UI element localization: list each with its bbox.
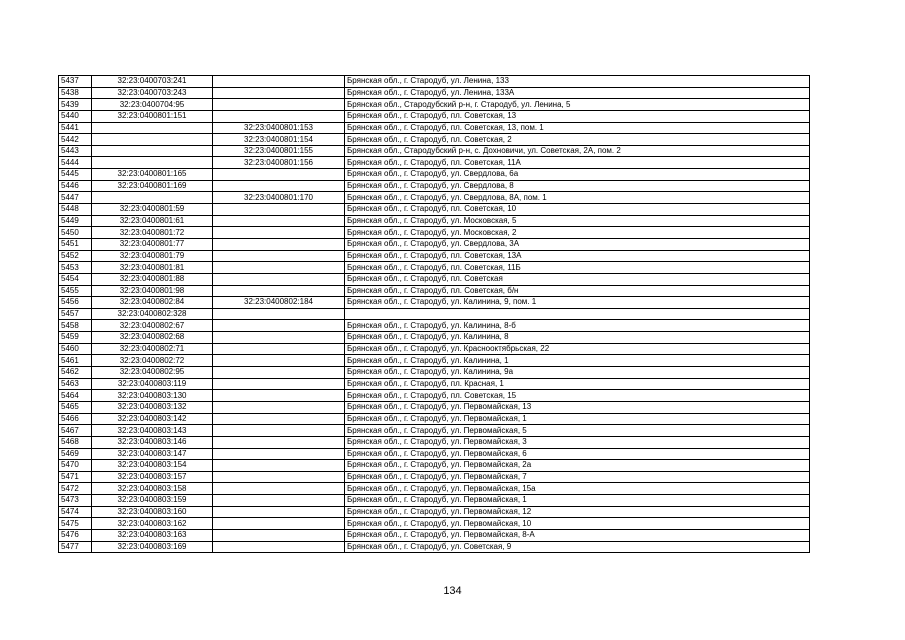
row-number-cell: 5465 [59, 401, 92, 413]
table-row [59, 250, 810, 262]
cadastral-number-cell: 32:23:0400801:169 [92, 180, 213, 192]
cadastral-number-cell: 32:23:0400802:67 [92, 320, 213, 332]
row-number-cell: 5454 [59, 273, 92, 285]
sub-cadastral-number-cell [213, 76, 345, 88]
row-number-cell: 5455 [59, 285, 92, 297]
row-number-cell: 5442 [59, 134, 92, 146]
cadastral-number-cell: 32:23:0400704:95 [92, 99, 213, 111]
row-number-cell: 5477 [59, 541, 92, 553]
table-row [59, 157, 810, 169]
sub-cadastral-number-cell [213, 413, 345, 425]
address-cell: Брянская обл., г. Стародуб, ул. Советская, 9 [345, 541, 810, 553]
sub-cadastral-number-cell [213, 367, 345, 379]
registry-table-body [59, 76, 810, 553]
row-number-cell: 5450 [59, 227, 92, 239]
cadastral-number-cell: 32:23:0400803:119 [92, 378, 213, 390]
address-cell: Брянская обл., г. Стародуб, ул. Калинина, 9, пом. 1 [345, 297, 810, 309]
sub-cadastral-number-cell [213, 355, 345, 367]
cadastral-number-cell: 32:23:0400802:95 [92, 367, 213, 379]
address-cell: Брянская обл., г. Стародуб, пл. Советская, 15 [345, 390, 810, 402]
sub-cadastral-number-cell [213, 483, 345, 495]
address-cell: Брянская обл., г. Стародуб, ул. Ленина, 133 [345, 76, 810, 88]
address-cell [345, 308, 810, 320]
row-number-cell: 5467 [59, 425, 92, 437]
table-row [59, 541, 810, 553]
address-cell: Брянская обл., г. Стародуб, пл. Советская, 11А [345, 157, 810, 169]
row-number-cell: 5462 [59, 367, 92, 379]
address-cell: Брянская обл., г. Стародуб, пл. Советская, 13А [345, 250, 810, 262]
sub-cadastral-number-cell [213, 332, 345, 344]
address-cell: Брянская обл., г. Стародуб, ул. Первомайская, 15а [345, 483, 810, 495]
table-row [59, 343, 810, 355]
table-row [59, 378, 810, 390]
table-row [59, 320, 810, 332]
cadastral-number-cell [92, 134, 213, 146]
sub-cadastral-number-cell [213, 180, 345, 192]
row-number-cell: 5468 [59, 436, 92, 448]
row-number-cell: 5448 [59, 204, 92, 216]
table-row [59, 448, 810, 460]
sub-cadastral-number-cell: 32:23:0400802:184 [213, 297, 345, 309]
sub-cadastral-number-cell [213, 320, 345, 332]
table-row [59, 401, 810, 413]
address-cell: Брянская обл., г. Стародуб, ул. Первомайская, 5 [345, 425, 810, 437]
table-row [59, 413, 810, 425]
row-number-cell: 5476 [59, 529, 92, 541]
cadastral-number-cell: 32:23:0400803:162 [92, 518, 213, 530]
row-number-cell: 5456 [59, 297, 92, 309]
sub-cadastral-number-cell [213, 110, 345, 122]
sub-cadastral-number-cell [213, 460, 345, 472]
address-cell: Брянская обл., г. Стародуб, ул. Первомайская, 12 [345, 506, 810, 518]
address-cell: Брянская обл., г. Стародуб, ул. Первомайская, 8-А [345, 529, 810, 541]
table-row [59, 273, 810, 285]
table-row [59, 192, 810, 204]
row-number-cell: 5472 [59, 483, 92, 495]
sub-cadastral-number-cell [213, 518, 345, 530]
cadastral-number-cell: 32:23:0400801:72 [92, 227, 213, 239]
address-cell: Брянская обл., г. Стародуб, ул. Калинина, 8 [345, 332, 810, 344]
cadastral-number-cell [92, 157, 213, 169]
table-row [59, 227, 810, 239]
row-number-cell: 5457 [59, 308, 92, 320]
sub-cadastral-number-cell [213, 390, 345, 402]
table-row [59, 390, 810, 402]
address-cell: Брянская обл., г. Стародуб, ул. Первомайская, 10 [345, 518, 810, 530]
cadastral-number-cell: 32:23:0400803:154 [92, 460, 213, 472]
table-row [59, 367, 810, 379]
table-row [59, 425, 810, 437]
table-row [59, 180, 810, 192]
sub-cadastral-number-cell [213, 343, 345, 355]
table-row [59, 215, 810, 227]
address-cell: Брянская обл., г. Стародуб, ул. Краснооктябрьская, 22 [345, 343, 810, 355]
cadastral-number-cell: 32:23:0400802:68 [92, 332, 213, 344]
sub-cadastral-number-cell [213, 262, 345, 274]
row-number-cell: 5458 [59, 320, 92, 332]
cadastral-number-cell [92, 145, 213, 157]
cadastral-number-cell: 32:23:0400802:71 [92, 343, 213, 355]
address-cell: Брянская обл., г. Стародуб, пл. Советская, 13 [345, 110, 810, 122]
cadastral-number-cell: 32:23:0400803:160 [92, 506, 213, 518]
table-row [59, 308, 810, 320]
cadastral-number-cell: 32:23:0400803:157 [92, 471, 213, 483]
address-cell: Брянская обл., г. Стародуб, ул. Первомайская, 3 [345, 436, 810, 448]
cadastral-number-cell: 32:23:0400803:163 [92, 529, 213, 541]
address-cell: Брянская обл., г. Стародуб, пл. Советская, 2 [345, 134, 810, 146]
sub-cadastral-number-cell [213, 308, 345, 320]
cadastral-number-cell: 32:23:0400703:241 [92, 76, 213, 88]
table-row [59, 285, 810, 297]
table-row [59, 332, 810, 344]
table-row [59, 99, 810, 111]
cadastral-number-cell: 32:23:0400801:151 [92, 110, 213, 122]
sub-cadastral-number-cell [213, 401, 345, 413]
address-cell: Брянская обл., г. Стародуб, пл. Красная, 1 [345, 378, 810, 390]
row-number-cell: 5437 [59, 76, 92, 88]
table-row [59, 262, 810, 274]
row-number-cell: 5444 [59, 157, 92, 169]
table-row [59, 76, 810, 88]
table-row [59, 355, 810, 367]
table-row [59, 529, 810, 541]
table-row [59, 238, 810, 250]
row-number-cell: 5452 [59, 250, 92, 262]
address-cell: Брянская обл., г. Стародуб, пл. Советская, 13, пом. 1 [345, 122, 810, 134]
row-number-cell: 5469 [59, 448, 92, 460]
sub-cadastral-number-cell [213, 529, 345, 541]
table-row [59, 134, 810, 146]
sub-cadastral-number-cell: 32:23:0400801:156 [213, 157, 345, 169]
cadastral-number-cell: 32:23:0400803:147 [92, 448, 213, 460]
cadastral-number-cell: 32:23:0400802:84 [92, 297, 213, 309]
cadastral-number-cell: 32:23:0400801:79 [92, 250, 213, 262]
sub-cadastral-number-cell [213, 436, 345, 448]
row-number-cell: 5473 [59, 495, 92, 507]
address-cell: Брянская обл., г. Стародуб, ул. Первомайская, 7 [345, 471, 810, 483]
table-row [59, 506, 810, 518]
sub-cadastral-number-cell [213, 541, 345, 553]
table-row [59, 460, 810, 472]
row-number-cell: 5441 [59, 122, 92, 134]
cadastral-number-cell: 32:23:0400802:328 [92, 308, 213, 320]
row-number-cell: 5475 [59, 518, 92, 530]
address-cell: Брянская обл., Стародубский р-н, г. Стародуб, ул. Ленина, 5 [345, 99, 810, 111]
cadastral-number-cell [92, 122, 213, 134]
address-cell: Брянская обл., г. Стародуб, ул. Калинина, 9а [345, 367, 810, 379]
row-number-cell: 5470 [59, 460, 92, 472]
table-row [59, 169, 810, 181]
row-number-cell: 5460 [59, 343, 92, 355]
table-row [59, 483, 810, 495]
cadastral-number-cell: 32:23:0400802:72 [92, 355, 213, 367]
row-number-cell: 5439 [59, 99, 92, 111]
table-row [59, 436, 810, 448]
sub-cadastral-number-cell [213, 448, 345, 460]
row-number-cell: 5445 [59, 169, 92, 181]
page-number: 134 [443, 585, 462, 597]
cadastral-number-cell: 32:23:0400803:130 [92, 390, 213, 402]
row-number-cell: 5451 [59, 238, 92, 250]
address-cell: Брянская обл., г. Стародуб, ул. Свердлова, 8 [345, 180, 810, 192]
address-cell: Брянская обл., г. Стародуб, пл. Советская, 10 [345, 204, 810, 216]
sub-cadastral-number-cell [213, 495, 345, 507]
row-number-cell: 5443 [59, 145, 92, 157]
row-number-cell: 5474 [59, 506, 92, 518]
address-cell: Брянская обл., г. Стародуб, ул. Калинина, 8-б [345, 320, 810, 332]
sub-cadastral-number-cell [213, 204, 345, 216]
row-number-cell: 5446 [59, 180, 92, 192]
cadastral-number-cell: 32:23:0400801:98 [92, 285, 213, 297]
table-row [59, 518, 810, 530]
sub-cadastral-number-cell [213, 227, 345, 239]
sub-cadastral-number-cell [213, 273, 345, 285]
sub-cadastral-number-cell [213, 285, 345, 297]
cadastral-number-cell: 32:23:0400801:81 [92, 262, 213, 274]
sub-cadastral-number-cell [213, 238, 345, 250]
address-cell: Брянская обл., г. Стародуб, ул. Первомайская, 1 [345, 413, 810, 425]
address-cell: Брянская обл., г. Стародуб, ул. Первомайская, 2а [345, 460, 810, 472]
address-cell: Брянская обл., г. Стародуб, ул. Первомайская, 13 [345, 401, 810, 413]
sub-cadastral-number-cell: 32:23:0400801:153 [213, 122, 345, 134]
row-number-cell: 5463 [59, 378, 92, 390]
sub-cadastral-number-cell: 32:23:0400801:170 [213, 192, 345, 204]
cadastral-number-cell: 32:23:0400803:158 [92, 483, 213, 495]
table-row [59, 122, 810, 134]
address-cell: Брянская обл., г. Стародуб, ул. Ленина, 133А [345, 87, 810, 99]
address-cell: Брянская обл., г. Стародуб, пл. Советская [345, 273, 810, 285]
table-row [59, 297, 810, 309]
row-number-cell: 5464 [59, 390, 92, 402]
cadastral-number-cell: 32:23:0400803:146 [92, 436, 213, 448]
address-cell: Брянская обл., г. Стародуб, пл. Советская, 11Б [345, 262, 810, 274]
sub-cadastral-number-cell: 32:23:0400801:155 [213, 145, 345, 157]
sub-cadastral-number-cell [213, 471, 345, 483]
sub-cadastral-number-cell [213, 425, 345, 437]
row-number-cell: 5447 [59, 192, 92, 204]
address-cell: Брянская обл., г. Стародуб, ул. Первомайская, 1 [345, 495, 810, 507]
cadastral-number-cell: 32:23:0400703:243 [92, 87, 213, 99]
sub-cadastral-number-cell [213, 215, 345, 227]
cadastral-number-cell: 32:23:0400801:61 [92, 215, 213, 227]
cadastral-number-cell: 32:23:0400801:88 [92, 273, 213, 285]
sub-cadastral-number-cell [213, 506, 345, 518]
row-number-cell: 5471 [59, 471, 92, 483]
address-cell: Брянская обл., г. Стародуб, пл. Советская, б/н [345, 285, 810, 297]
table-row [59, 110, 810, 122]
row-number-cell: 5466 [59, 413, 92, 425]
sub-cadastral-number-cell [213, 250, 345, 262]
address-cell: Брянская обл., г. Стародуб, ул. Свердлова, 6а [345, 169, 810, 181]
cadastral-number-cell: 32:23:0400803:143 [92, 425, 213, 437]
registry-table [58, 75, 810, 553]
row-number-cell: 5449 [59, 215, 92, 227]
address-cell: Брянская обл., г. Стародуб, ул. Московская, 5 [345, 215, 810, 227]
cadastral-number-cell: 32:23:0400801:77 [92, 238, 213, 250]
sub-cadastral-number-cell [213, 378, 345, 390]
cadastral-number-cell: 32:23:0400803:159 [92, 495, 213, 507]
sub-cadastral-number-cell [213, 169, 345, 181]
table-row [59, 87, 810, 99]
table-row [59, 145, 810, 157]
table-row [59, 204, 810, 216]
address-cell: Брянская обл., Стародубский р-н, с. Дохновичи, ул. Советская, 2А, пом. 2 [345, 145, 810, 157]
row-number-cell: 5461 [59, 355, 92, 367]
cadastral-number-cell: 32:23:0400803:169 [92, 541, 213, 553]
cadastral-number-cell: 32:23:0400803:142 [92, 413, 213, 425]
sub-cadastral-number-cell: 32:23:0400801:154 [213, 134, 345, 146]
address-cell: Брянская обл., г. Стародуб, ул. Московская, 2 [345, 227, 810, 239]
cadastral-number-cell: 32:23:0400801:165 [92, 169, 213, 181]
row-number-cell: 5438 [59, 87, 92, 99]
cadastral-number-cell: 32:23:0400803:132 [92, 401, 213, 413]
cadastral-number-cell: 32:23:0400801:59 [92, 204, 213, 216]
address-cell: Брянская обл., г. Стародуб, ул. Калинина, 1 [345, 355, 810, 367]
row-number-cell: 5440 [59, 110, 92, 122]
row-number-cell: 5459 [59, 332, 92, 344]
address-cell: Брянская обл., г. Стародуб, ул. Первомайская, 6 [345, 448, 810, 460]
table-row [59, 471, 810, 483]
sub-cadastral-number-cell [213, 99, 345, 111]
address-cell: Брянская обл., г. Стародуб, ул. Свердлова, 8А, пом. 1 [345, 192, 810, 204]
cadastral-number-cell [92, 192, 213, 204]
table-row [59, 495, 810, 507]
row-number-cell: 5453 [59, 262, 92, 274]
sub-cadastral-number-cell [213, 87, 345, 99]
address-cell: Брянская обл., г. Стародуб, ул. Свердлова, 3А [345, 238, 810, 250]
